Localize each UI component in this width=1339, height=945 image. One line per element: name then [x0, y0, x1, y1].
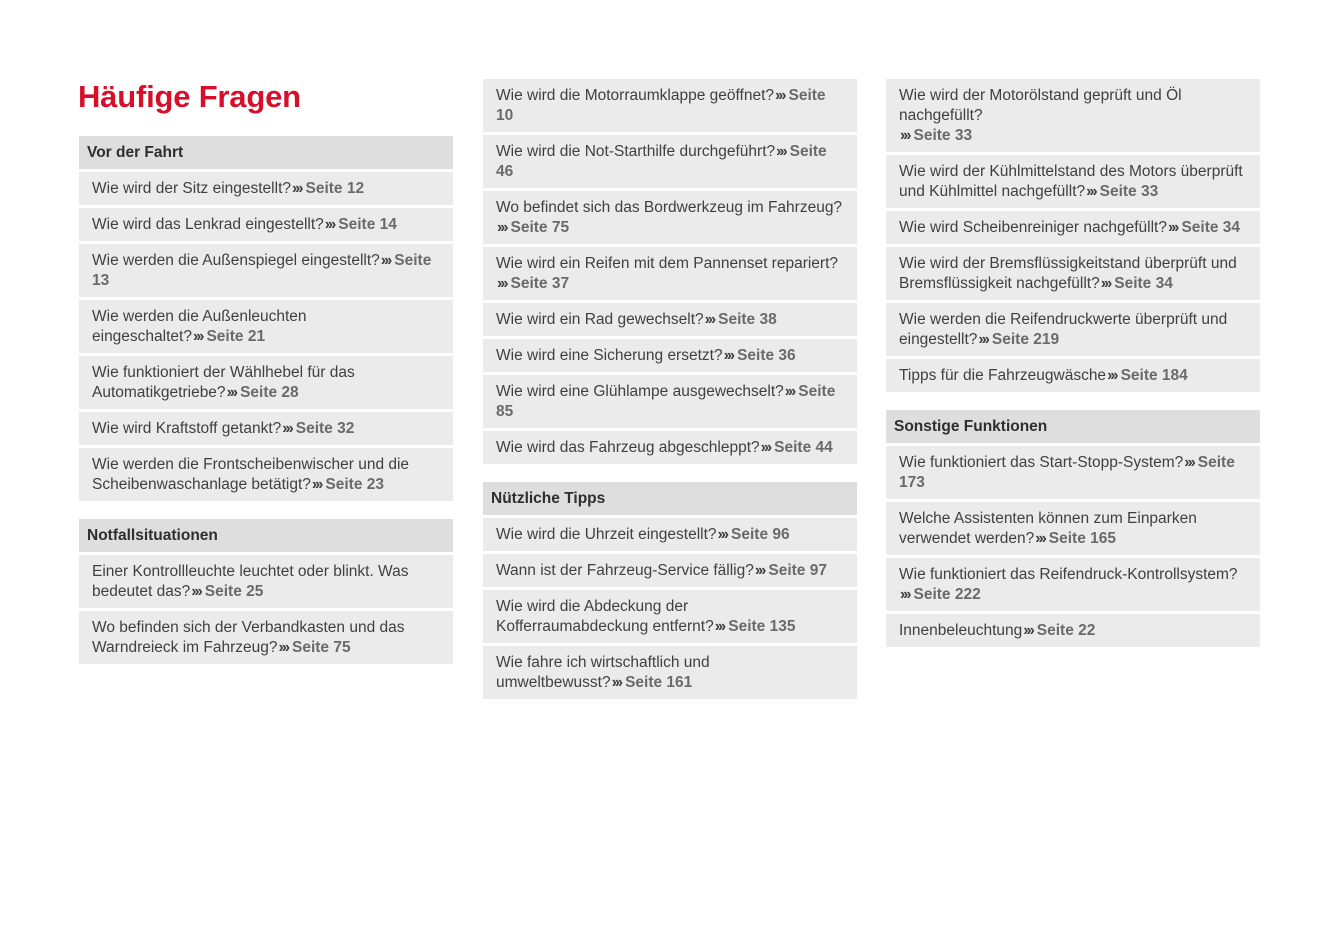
- faq-item[interactable]: [79, 412, 453, 445]
- page-reference-link[interactable]: Seite 222: [913, 586, 981, 603]
- page-reference-link[interactable]: Seite 34: [1114, 275, 1173, 292]
- page-ref-arrow-icon: ›››: [1100, 275, 1111, 292]
- faq-question: Wie wird die Motorraumklappe geöffnet?: [496, 87, 774, 104]
- page-reference-link[interactable]: Seite 219: [991, 331, 1060, 348]
- page-ref-arrow-icon: ›››: [1167, 219, 1178, 236]
- page-ref-arrow-icon: ›››: [717, 526, 728, 543]
- faq-question: Wo befinden sich der Verbandkasten und das Warndreieck im Fahrzeug?: [92, 619, 405, 656]
- page-reference-link[interactable]: Seite 33: [1099, 183, 1159, 200]
- page-ref-arrow-icon: ›››: [978, 331, 988, 348]
- page-reference-link[interactable]: Seite 46: [496, 143, 827, 180]
- page-ref-arrow-icon: ›››: [1086, 183, 1096, 200]
- page-reference-link[interactable]: Seite 184: [1120, 367, 1188, 384]
- page-reference-link[interactable]: Seite 32: [295, 420, 355, 437]
- section-vor-der-fahrt: [79, 136, 453, 501]
- section-notfallsituationen: [79, 519, 453, 664]
- faq-question: Wo befindet sich das Bordwerkzeug im Fahrzeug?: [496, 199, 843, 216]
- faq-question: Tipps für die Fahrzeugwäsche: [899, 367, 1107, 384]
- faq-question: Wie wird ein Reifen mit dem Pannenset repariert?: [496, 255, 839, 272]
- faq-item[interactable]: [483, 79, 857, 132]
- faq-question: Wie funktioniert das Start-Stopp-System?: [899, 454, 1184, 471]
- faq-question: Wie werden die Frontscheibenwischer und die Scheibenwaschanlage betätigt?: [92, 456, 410, 493]
- page-ref-arrow-icon: ›››: [311, 476, 322, 493]
- faq-item[interactable]: [79, 300, 453, 353]
- page-ref-arrow-icon: ›››: [704, 311, 715, 328]
- faq-question: Wie wird der Sitz eingestellt?: [92, 180, 291, 197]
- faq-item[interactable]: [483, 247, 857, 300]
- faq-question: Wie wird ein Rad gewechselt?: [496, 311, 704, 328]
- page-reference-link[interactable]: Seite 85: [496, 383, 836, 420]
- faq-question: Wie werden die Außenleuchten eingeschaltet?: [92, 308, 307, 345]
- page-reference-link[interactable]: Seite 37: [510, 275, 570, 292]
- page-reference-link[interactable]: Seite 36: [737, 347, 796, 364]
- section-sonstige-funktionen: [886, 410, 1260, 647]
- page-ref-arrow-icon: ›››: [1035, 530, 1045, 547]
- faq-question: Wie wird die Uhrzeit eingestellt?: [496, 526, 717, 543]
- page-reference-link[interactable]: Seite 28: [240, 384, 299, 401]
- page-ref-arrow-icon: ›››: [497, 275, 507, 292]
- faq-item[interactable]: [79, 172, 453, 205]
- section-heading: Vor der Fahrt: [79, 136, 453, 169]
- page-ref-arrow-icon: ›››: [760, 439, 771, 456]
- faq-item[interactable]: [79, 356, 453, 409]
- section-list: [483, 79, 857, 464]
- faq-question: Wie funktioniert das Reifendruck-Kontrollsystem?: [899, 566, 1238, 583]
- faq-question: Wie wird der Bremsflüssigkeitstand überprüft und Bremsflüssigkeit nachgefüllt?: [899, 255, 1237, 292]
- faq-item[interactable]: [483, 375, 857, 428]
- faq-item[interactable]: [79, 208, 453, 241]
- faq-item[interactable]: [483, 135, 857, 188]
- faq-item[interactable]: [79, 611, 453, 664]
- faq-item[interactable]: [483, 339, 857, 372]
- page-reference-link[interactable]: Seite 21: [206, 328, 266, 345]
- faq-question: Wie wird der Motorölstand geprüft und Öl nachgefüllt?: [899, 87, 1182, 124]
- page-ref-arrow-icon: ›››: [1023, 622, 1033, 639]
- faq-question: Welche Assistenten können zum Einparken verwendet werden?: [899, 510, 1197, 547]
- section-heading: Sonstige Funktionen: [886, 410, 1260, 443]
- faq-item[interactable]: [886, 359, 1260, 392]
- faq-item[interactable]: [886, 247, 1260, 300]
- section-list: [886, 79, 1260, 392]
- page-ref-arrow-icon: ›››: [292, 180, 302, 197]
- faq-item[interactable]: [886, 558, 1260, 611]
- page-ref-arrow-icon: ›››: [192, 328, 203, 345]
- page-ref-arrow-icon: ›››: [278, 639, 288, 656]
- faq-item[interactable]: [483, 191, 857, 244]
- section-nuetzliche-tipps: [483, 482, 857, 699]
- page-reference-link[interactable]: Seite 12: [305, 180, 365, 197]
- page-reference-link[interactable]: Seite 13: [92, 252, 432, 289]
- faq-question: Wie fahre ich wirtschaftlich und umweltbewusst?: [496, 654, 710, 691]
- faq-question: Wie wird das Lenkrad eingestellt?: [92, 216, 324, 233]
- page-ref-arrow-icon: ›››: [226, 384, 237, 401]
- page-ref-arrow-icon: ›››: [282, 420, 292, 437]
- page-ref-arrow-icon: ›››: [611, 674, 622, 691]
- page-ref-arrow-icon: ›››: [723, 347, 734, 364]
- faq-question: Wie wird die Abdeckung der Kofferraumabdeckung entfernt?: [496, 598, 714, 635]
- faq-question: Wie wird Kraftstoff getankt?: [92, 420, 282, 437]
- page-reference-link[interactable]: Seite 25: [204, 583, 264, 600]
- page-ref-arrow-icon: ›››: [380, 252, 391, 269]
- page-ref-arrow-icon: ›››: [1107, 367, 1117, 384]
- page-ref-arrow-icon: ›››: [900, 586, 910, 603]
- faq-item[interactable]: [483, 646, 857, 699]
- faq-item[interactable]: [886, 303, 1260, 356]
- page-title: Häufige Fragen: [78, 79, 301, 114]
- page-ref-arrow-icon: ›››: [900, 127, 910, 144]
- page-reference-link[interactable]: Seite 22: [1036, 622, 1096, 639]
- page-ref-arrow-icon: ›››: [1184, 454, 1194, 471]
- faq-item[interactable]: [886, 502, 1260, 555]
- page-reference-link[interactable]: Seite 75: [510, 219, 570, 236]
- page-ref-arrow-icon: ›››: [191, 583, 201, 600]
- faq-item[interactable]: [483, 431, 857, 464]
- page-ref-arrow-icon: ›››: [776, 143, 786, 160]
- page-reference-link[interactable]: Seite 161: [625, 674, 693, 691]
- page-reference-link[interactable]: Seite 96: [731, 526, 790, 543]
- faq-question: Einer Kontrollleuchte leuchtet oder blinkt. Was bedeutet das?: [92, 563, 409, 600]
- faq-item[interactable]: [79, 555, 453, 608]
- faq-item[interactable]: [886, 211, 1260, 244]
- page-ref-arrow-icon: ›››: [775, 87, 785, 104]
- faq-item[interactable]: [886, 446, 1260, 499]
- faq-question: Wie wird der Kühlmittelstand des Motors überprüft und Kühlmittel nachgefüllt?: [899, 163, 1243, 200]
- page-reference-link[interactable]: Seite 135: [728, 618, 796, 635]
- faq-question: Wie wird eine Glühlampe ausgewechselt?: [496, 383, 784, 400]
- faq-question: Wie wird das Fahrzeug abgeschleppt?: [496, 439, 760, 456]
- page-reference-link[interactable]: Seite 165: [1048, 530, 1116, 547]
- page-reference-link[interactable]: Seite 23: [325, 476, 384, 493]
- faq-item[interactable]: [483, 590, 857, 643]
- section-heading: Nützliche Tipps: [483, 482, 857, 515]
- faq-item[interactable]: [79, 448, 453, 501]
- page-reference-link[interactable]: Seite 33: [913, 127, 973, 144]
- faq-item[interactable]: [483, 303, 857, 336]
- page-reference-link[interactable]: Seite 10: [496, 87, 826, 124]
- faq-question: Wie werden die Reifendruckwerte überprüft und eingestellt?: [899, 311, 1228, 348]
- page-reference-link[interactable]: Seite 34: [1181, 219, 1241, 236]
- faq-item[interactable]: [886, 79, 1260, 152]
- faq-question: Wie wird die Not-Starthilfe durchgeführt?: [496, 143, 776, 160]
- faq-question: Wie wird Scheibenreiniger nachgefüllt?: [899, 219, 1167, 236]
- faq-question: Wie werden die Außenspiegel eingestellt?: [92, 252, 380, 269]
- page-reference-link[interactable]: Seite 14: [338, 216, 397, 233]
- faq-item[interactable]: [886, 614, 1260, 647]
- page-ref-arrow-icon: ›››: [714, 618, 725, 635]
- faq-question: Wann ist der Fahrzeug-Service fällig?: [496, 562, 754, 579]
- faq-item[interactable]: [483, 554, 857, 587]
- page-ref-arrow-icon: ›››: [784, 383, 795, 400]
- section-heading: Notfallsituationen: [79, 519, 453, 552]
- faq-item[interactable]: [886, 155, 1260, 208]
- faq-column-3: [886, 79, 1260, 665]
- page-reference-link[interactable]: Seite 75: [292, 639, 351, 656]
- faq-column-1: [79, 136, 453, 682]
- page-ref-arrow-icon: ›››: [497, 219, 507, 236]
- page-reference-link[interactable]: Seite 44: [774, 439, 833, 456]
- page-reference-link[interactable]: Seite 173: [899, 454, 1235, 491]
- faq-question: Innenbeleuchtung: [899, 622, 1023, 639]
- faq-item[interactable]: [79, 244, 453, 297]
- page-reference-link[interactable]: Seite 38: [718, 311, 777, 328]
- page-ref-arrow-icon: ›››: [754, 562, 765, 579]
- faq-question: Wie funktioniert der Wählhebel für das Automatikgetriebe?: [92, 364, 355, 401]
- faq-question: Wie wird eine Sicherung ersetzt?: [496, 347, 723, 364]
- faq-item[interactable]: [483, 518, 857, 551]
- faq-column-2: [483, 79, 857, 717]
- page-ref-arrow-icon: ›››: [324, 216, 335, 233]
- page-reference-link[interactable]: Seite 97: [768, 562, 827, 579]
